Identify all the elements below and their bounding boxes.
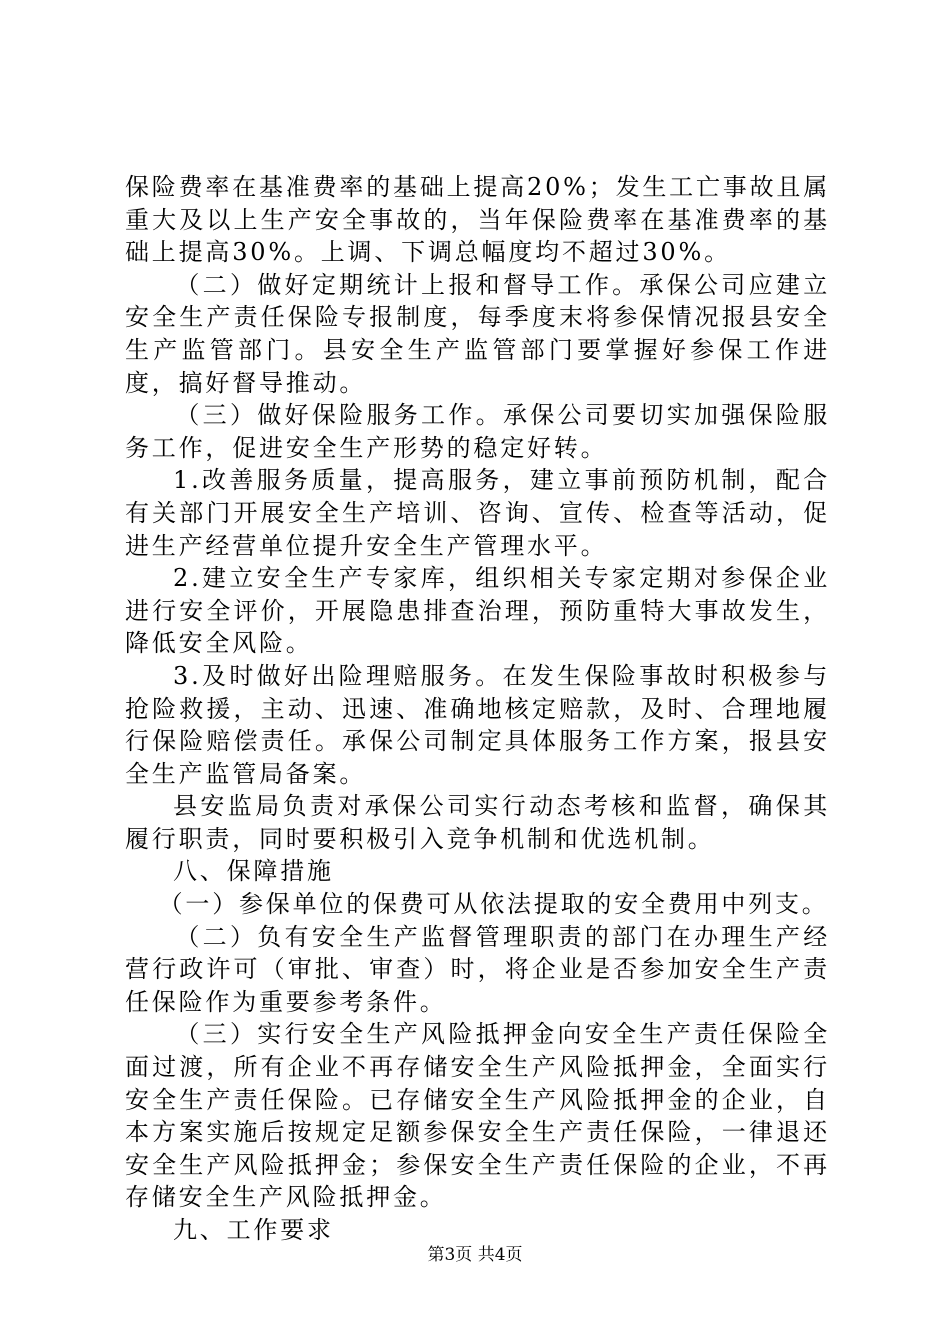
- paragraph: （二）负有安全生产监督管理职责的部门在办理生产经营行政许可（审批、审查）时，将企业是否参加安全生产责任保险作为重要参考条件。: [125, 922, 830, 1016]
- section-heading: 九、工作要求: [173, 1216, 334, 1244]
- page-footer: 第3页 共4页: [427, 1245, 523, 1265]
- body-text: [125, 171, 830, 1247]
- paragraph: 县安监局负责对承保公司实行动态考核和监督，确保其履行职责，同时要积极引入竞争机制和优选机制。: [125, 792, 830, 853]
- paragraph: 1.改善服务质量，提高服务，建立事前预防机制，配合有关部门开展安全生产培训、咨询、宣传、检查等活动，促进生产经营单位提升安全生产管理水平。: [125, 466, 830, 560]
- paragraph: （一）参保单位的保费可从依法提取的安全费用中列支。: [158, 890, 829, 919]
- paragraph: 2.建立安全生产专家库，组织相关专家定期对参保企业进行安全评价，开展隐患排查治理，预防重特大事故发生，降低安全风险。: [125, 564, 830, 658]
- section-heading: 八、保障措施: [173, 857, 334, 886]
- paragraph: （三）做好保险服务工作。承保公司要切实加强保险服务工作，促进安全生产形势的稳定好转。: [125, 401, 830, 462]
- paragraph: （二）做好定期统计上报和督导工作。承保公司应建立安全生产责任保险专报制度，每季度末将参保情况报县安全生产监管部门。县安全生产监管部门要掌握好参保工作进度，搞好督导推动。: [125, 270, 830, 397]
- paragraph: 3.及时做好出险理赔服务。在发生保险事故时积极参与抢险救援，主动、迅速、准确地核定赔款，及时、合理地履行保险赔偿责任。承保公司制定具体服务工作方案，报县安全生产监管局备案。: [125, 661, 830, 788]
- paragraph: （三）实行安全生产风险抵押金向安全生产责任保险全面过渡，所有企业不再存储安全生产风险抵押金，全面实行安全生产责任保险。已存储安全生产风险抵押金的企业，自本方案实施后按规定足额参保安全生产责任保险，一律退还安全生产风险抵押金；参保安全生产责任保险的企业，不再存储安全生产风险抵押金。: [125, 1020, 830, 1212]
- paragraph: 保险费率在基准费率的基础上提高20%；发生工亡事故且属重大及以上生产安全事故的，当年保险费率在基准费率的基础上提高30%。上调、下调总幅度均不超过30%。: [125, 173, 830, 267]
